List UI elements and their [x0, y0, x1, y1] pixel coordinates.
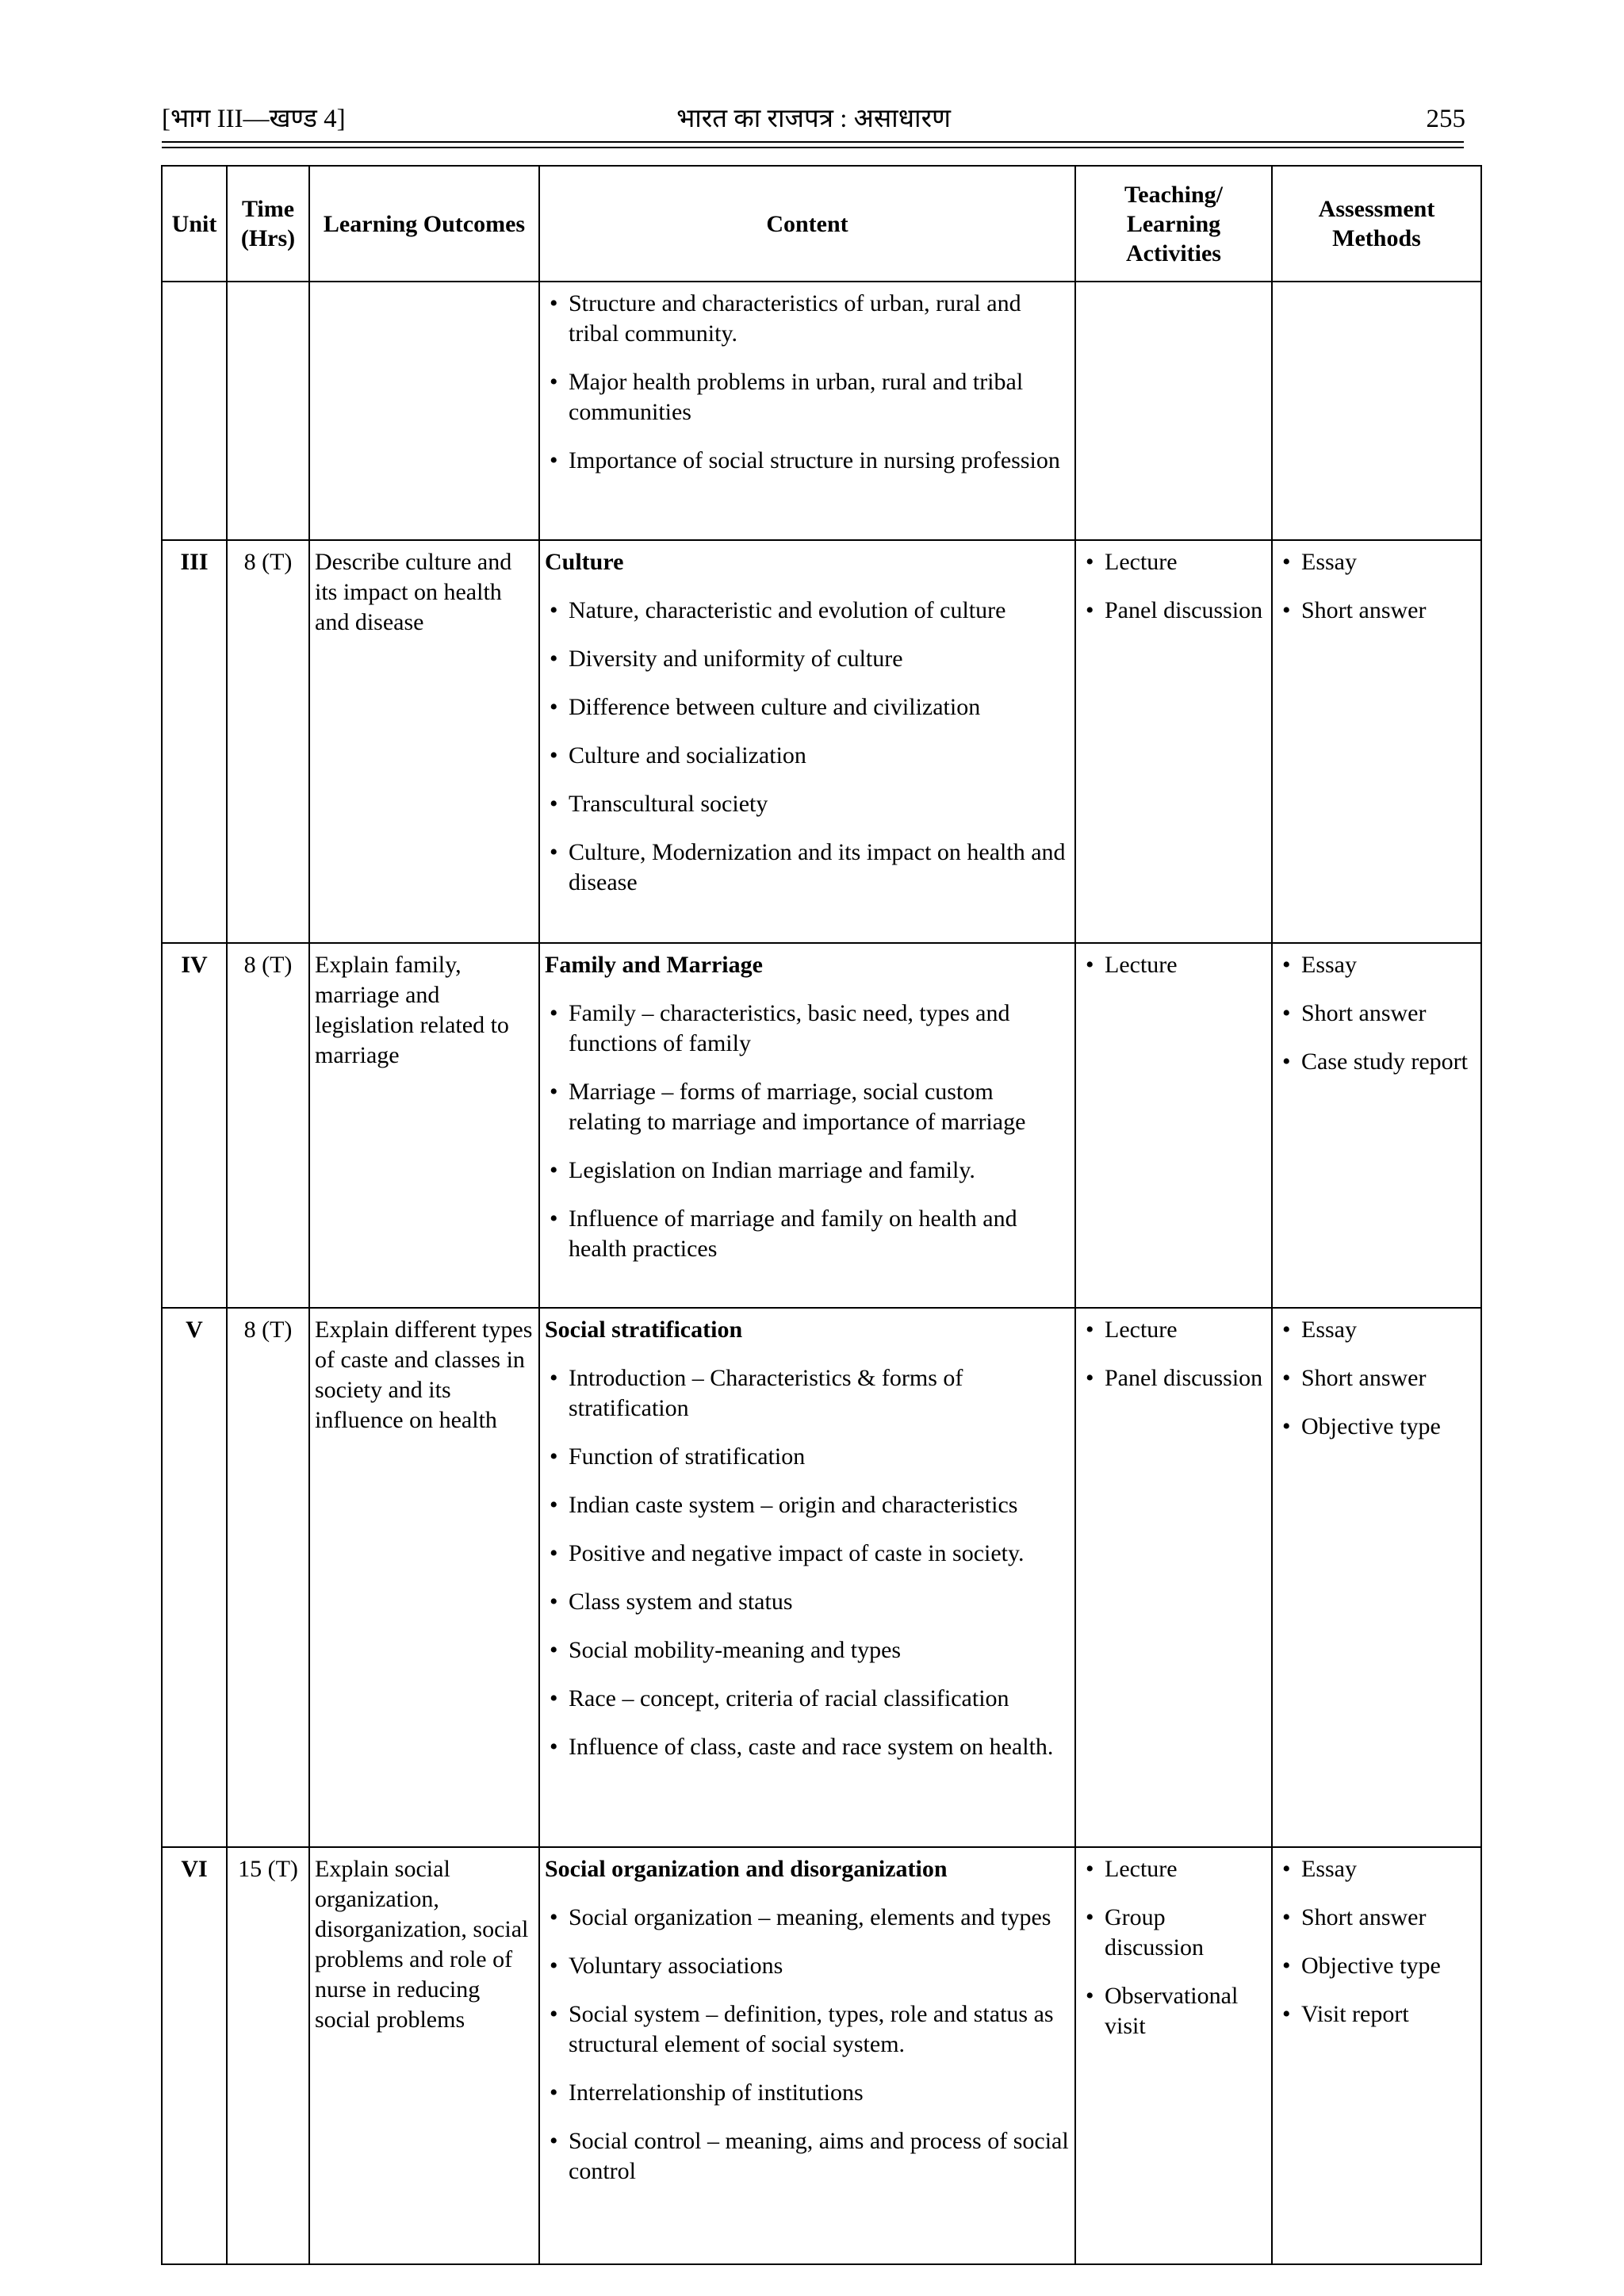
content-cell	[539, 540, 1075, 943]
content-item-list	[545, 1363, 1070, 1762]
assessment-item-list	[1277, 1315, 1476, 1442]
assessment-methods-cell	[1272, 540, 1481, 943]
teaching-activities-cell	[1075, 1308, 1272, 1847]
assessment-item-list	[1277, 1854, 1476, 2030]
content-item: • Class system and status	[545, 1587, 1070, 1617]
time-cell: 8 (T)	[227, 540, 309, 943]
unit-cell: IV	[162, 943, 227, 1308]
content-cell	[539, 1308, 1075, 1847]
header-assessment-methods: Assessment Methods	[1272, 166, 1481, 282]
assessment-methods-cell	[1272, 943, 1481, 1308]
content-item: • Culture, Modernization and its impact on health and disease	[545, 838, 1070, 898]
teaching-activities-cell	[1075, 282, 1272, 540]
assessment-methods-cell	[1272, 1308, 1481, 1847]
unit-cell: VI	[162, 1847, 227, 2264]
header-content: Content	[539, 166, 1075, 282]
activity-item: • Observational visit	[1081, 1981, 1266, 2041]
content-item: • Diversity and uniformity of culture	[545, 644, 1070, 674]
activity-item-list	[1081, 1315, 1266, 1393]
table-row	[162, 943, 1481, 1308]
table-header-row	[162, 166, 1481, 282]
page-number: 255	[1426, 105, 1465, 133]
content-item: • Race – concept, criteria of racial classification	[545, 1684, 1070, 1714]
assessment-item: • Short answer	[1277, 1903, 1476, 1933]
activity-item: • Panel discussion	[1081, 596, 1266, 626]
unit-cell	[162, 282, 227, 540]
content-item: • Function of stratification	[545, 1442, 1070, 1472]
assessment-item: • Case study report	[1277, 1047, 1476, 1077]
content-item: • Nature, characteristic and evolution of culture	[545, 596, 1070, 626]
content-title: Culture	[545, 549, 624, 575]
curriculum-table	[161, 165, 1482, 2265]
time-cell: 8 (T)	[227, 1308, 309, 1847]
table-row	[162, 1847, 1481, 2264]
header-teaching-activities: Teaching/ Learning Activities	[1075, 166, 1272, 282]
page-header	[162, 97, 1465, 141]
time-cell: 8 (T)	[227, 943, 309, 1308]
assessment-item: • Short answer	[1277, 999, 1476, 1029]
activity-item: • Lecture	[1081, 1854, 1266, 1884]
content-item: • Interrelationship of institutions	[545, 2078, 1070, 2108]
assessment-item: • Short answer	[1277, 596, 1476, 626]
table-row	[162, 282, 1481, 540]
time-cell	[227, 282, 309, 540]
learning-outcome-cell: Explain different types of caste and classes in society and its influence on health	[309, 1308, 539, 1847]
assessment-item: • Essay	[1277, 950, 1476, 980]
activity-item: • Group discussion	[1081, 1903, 1266, 1963]
gazette-section-label: [भाग III—खण्ड 4]	[162, 105, 346, 133]
assessment-item: • Essay	[1277, 1315, 1476, 1345]
unit-cell: III	[162, 540, 227, 943]
content-item: • Social control – meaning, aims and process of social control	[545, 2126, 1070, 2187]
content-item-list	[545, 1903, 1070, 2187]
teaching-activities-cell	[1075, 943, 1272, 1308]
content-cell	[539, 943, 1075, 1308]
content-item: • Major health problems in urban, rural and tribal communities	[545, 367, 1070, 427]
activity-item: • Lecture	[1081, 1315, 1266, 1345]
assessment-item: • Objective type	[1277, 1412, 1476, 1442]
content-item: • Introduction – Characteristics & forms of stratification	[545, 1363, 1070, 1424]
activity-item-list	[1081, 1854, 1266, 2041]
assessment-item: • Visit report	[1277, 1999, 1476, 2030]
content-item: • Influence of marriage and family on health and health practices	[545, 1204, 1070, 1264]
activity-item-list	[1081, 547, 1266, 626]
learning-outcome-cell	[309, 282, 539, 540]
assessment-methods-cell	[1272, 1847, 1481, 2264]
content-title: Family and Marriage	[545, 952, 763, 978]
table-body	[162, 282, 1481, 2264]
content-item: • Social mobility-meaning and types	[545, 1635, 1070, 1665]
content-item-list	[545, 289, 1070, 476]
header-time: Time (Hrs)	[227, 166, 309, 282]
table-row	[162, 1308, 1481, 1847]
time-cell: 15 (T)	[227, 1847, 309, 2264]
content-item: • Transcultural society	[545, 789, 1070, 819]
content-title: Social organization and disorganization	[545, 1856, 948, 1882]
content-item-list	[545, 596, 1070, 898]
learning-outcome-cell: Describe culture and its impact on health and disease	[309, 540, 539, 943]
content-item: • Indian caste system – origin and characteristics	[545, 1490, 1070, 1520]
content-item: • Culture and socialization	[545, 741, 1070, 771]
content-item: • Importance of social structure in nursing profession	[545, 446, 1070, 476]
header-unit: Unit	[162, 166, 227, 282]
assessment-item: • Objective type	[1277, 1951, 1476, 1981]
content-item: • Social system – definition, types, role and status as structural element of social system.	[545, 1999, 1070, 2060]
content-item: • Family – characteristics, basic need, types and functions of family	[545, 999, 1070, 1059]
assessment-item: • Essay	[1277, 1854, 1476, 1884]
activity-item: • Lecture	[1081, 950, 1266, 980]
teaching-activities-cell	[1075, 1847, 1272, 2264]
activity-item: • Panel discussion	[1081, 1363, 1266, 1393]
content-item: • Marriage – forms of marriage, social custom relating to marriage and importance of marriage	[545, 1077, 1070, 1137]
activity-item-list	[1081, 950, 1266, 980]
content-item: • Influence of class, caste and race system on health.	[545, 1732, 1070, 1762]
content-item: • Voluntary associations	[545, 1951, 1070, 1981]
assessment-methods-cell	[1272, 282, 1481, 540]
header-learning-outcomes: Learning Outcomes	[309, 166, 539, 282]
content-item: • Difference between culture and civilization	[545, 692, 1070, 723]
content-cell	[539, 1847, 1075, 2264]
content-item-list	[545, 999, 1070, 1264]
teaching-activities-cell	[1075, 540, 1272, 943]
gazette-title: भारत का राजपत्र : असाधारण	[676, 105, 951, 133]
header-rule-top	[162, 141, 1464, 143]
assessment-item-list	[1277, 547, 1476, 626]
assessment-item: • Short answer	[1277, 1363, 1476, 1393]
assessment-item-list	[1277, 950, 1476, 1077]
content-title: Social stratification	[545, 1317, 743, 1343]
content-item: • Structure and characteristics of urban, rural and tribal community.	[545, 289, 1070, 349]
content-item: • Social organization – meaning, elements and types	[545, 1903, 1070, 1933]
learning-outcome-cell: Explain family, marriage and legislation related to marriage	[309, 943, 539, 1308]
unit-cell: V	[162, 1308, 227, 1847]
content-cell	[539, 282, 1075, 540]
content-item: • Positive and negative impact of caste in society.	[545, 1539, 1070, 1569]
activity-item: • Lecture	[1081, 547, 1266, 577]
assessment-item: • Essay	[1277, 547, 1476, 577]
header-rule-bottom	[162, 147, 1464, 148]
learning-outcome-cell: Explain social organization, disorganization, social problems and role of nurse in reducing social problems	[309, 1847, 539, 2264]
content-item: • Legislation on Indian marriage and family.	[545, 1156, 1070, 1186]
table-row	[162, 540, 1481, 943]
